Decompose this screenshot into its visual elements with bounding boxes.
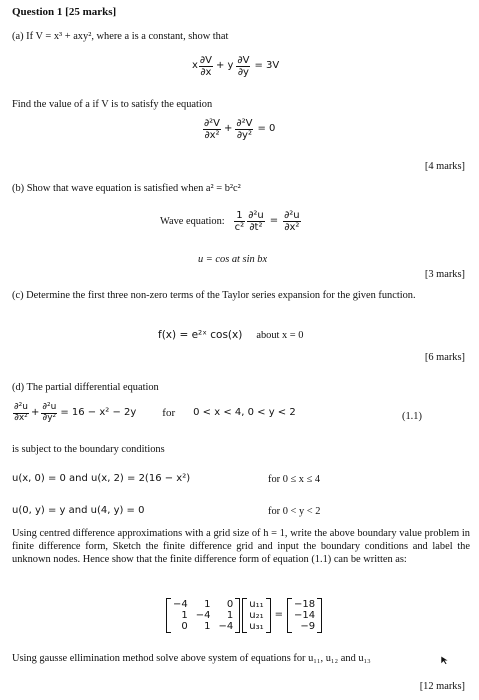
matrix-cell: −4 [173,599,188,610]
question-title: Question 1 [25 marks] [12,6,117,18]
frac-numerator: ∂V [199,55,212,66]
boundary-condition-2-range: for 0 < y < 2 [268,506,321,517]
coefficient-matrix [166,598,240,633]
matrix-cell: 1 [181,610,188,621]
pde-plus: + [30,407,40,419]
wave-equation-math [233,210,302,233]
eq1-rhs: = 3V [254,60,280,72]
frac-numerator: ∂²V [204,118,221,129]
matrix-equals: = [274,609,283,621]
frac-numerator: ∂²V [236,118,253,129]
coefficient-matrix-entries [171,598,235,633]
frac-denominator: ∂x [200,67,212,78]
boundary-condition-1: u(x, 0) = 0 and u(x, 2) = 2(16 − x²) [12,473,191,484]
eq2-plus: + [224,123,233,135]
frac-numerator: ∂²u [14,402,28,412]
boundary-intro: is subject to the boundary conditions [12,444,165,455]
unknown-cell: u₃₁ [249,621,264,632]
rhs-vector [287,598,322,633]
matrix-cell: 0 [181,621,188,632]
part-c-function [158,329,303,342]
rhs-cell: −14 [294,610,316,621]
rhs-cell: −18 [294,599,316,610]
matrix-cell: 1 [226,610,234,621]
pde-domain: 0 < x < 4, 0 < y < 2 [193,407,296,419]
wave-equation-label: Wave equation: [160,216,225,227]
taylor-function: f(x) = e²ˣ cos(x) [158,329,243,341]
rhs-cell: −9 [300,621,316,632]
frac-denominator: ∂y [237,67,249,78]
frac-denominator: ∂y² [236,130,252,141]
frac-denominator: ∂x² [284,222,300,233]
d2u-dy2-fraction [41,403,57,424]
eq1-plus-y: + y [215,60,234,72]
wave-equals: = [269,215,279,227]
frac-denominator: ∂x² [204,130,220,141]
frac-numerator: ∂²u [284,210,300,221]
unknown-vector [242,598,270,633]
part-a-equation-1 [192,55,279,78]
unknown-cell: u₁₁ [249,599,264,610]
part-a-marks: [4 marks] [424,161,465,172]
frac-numerator: ∂²u [248,210,264,221]
part-a-find-text: Find the value of a if V is to satisfy the equation [12,99,213,110]
matrix-system [166,598,322,633]
matrix-cell: 1 [204,621,211,632]
pde-rhs: = 16 − x² − 2y [60,407,137,419]
frac-denominator: ∂t² [249,222,263,233]
part-c-intro: (c) Determine the first three non-zero terms of the Taylor series expansion for the given function. [12,290,416,301]
equation-number: (1.1) [402,411,422,422]
unknown-cell: u₂₁ [249,610,264,621]
frac-denominator: ∂y² [42,412,57,423]
part-d-instructions: Using centred difference approximations with a grid size of h = 1, write the above boundary value problem in finite difference form, Sketch the finite difference grid and input the boundary conditions and label the unknown nodes. Hence show that the finite difference form of equation (1.1) can be written as: [12,528,470,565]
matrix-cell: −4 [218,621,234,632]
taylor-about: about x = 0 [256,330,304,342]
pde-equation [12,403,296,424]
part-b-intro: (b) Show that wave equation is satisfied when a² = b²c² [12,183,241,194]
d2v-dx2-fraction [203,118,221,141]
frac-numerator: ∂²u [42,402,57,412]
frac-numerator: 1 [234,210,246,222]
one-over-c2-fraction [234,210,246,233]
matrix-cell: 0 [226,599,234,610]
part-d-intro: (d) The partial differential equation [12,382,159,393]
frac-numerator: ∂V [237,55,250,66]
dv-dy-fraction [236,55,250,78]
part-d-final-instruction: Using gausse ellimination method solve above system of equations for u₁₁, u₁₂ and u₁₃ [12,653,371,664]
d2u-dx2-fraction [13,403,29,424]
part-c-marks: [6 marks] [424,352,465,363]
part-a-intro: (a) If V = x³ + axy², where a is a constant, show that [12,31,229,42]
part-b-wave-equation [160,210,302,233]
dv-dx-fraction [199,55,213,78]
part-b-marks: [3 marks] [424,269,465,280]
d2u-dt2-fraction [247,210,265,233]
frac-denominator: c² [234,222,245,233]
frac-denominator: ∂x² [14,412,28,423]
boundary-condition-1-range: for 0 ≤ x ≤ 4 [268,474,321,485]
eq2-rhs: = 0 [257,123,276,135]
cursor-icon [440,655,450,665]
d2v-dy2-fraction [235,118,253,141]
u-definition: u = cos at sin bx [198,254,268,265]
d2u-dx2-fraction [283,210,301,233]
matrix-cell: −4 [195,610,211,621]
eq1-x: x [192,60,198,72]
unknown-vector-entries [247,598,265,633]
boundary-condition-2: u(0, y) = y and u(4, y) = 0 [12,505,145,516]
pde-for: for [162,406,176,419]
part-a-equation-2 [202,118,275,141]
part-d-marks: [12 marks] [419,681,465,692]
rhs-vector-entries [292,598,317,633]
matrix-cell: 1 [204,599,211,610]
